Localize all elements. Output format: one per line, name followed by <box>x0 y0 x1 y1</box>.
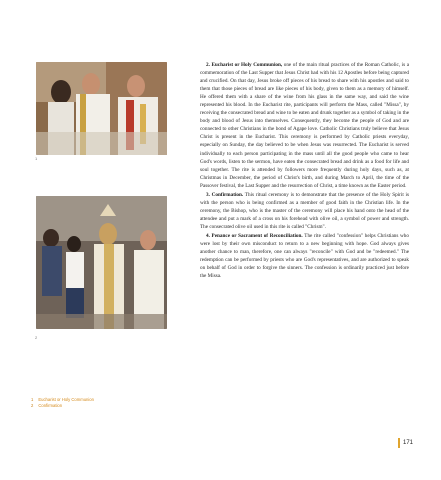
heading-penance: 4. Penance or Sacrament of Reconciliation. <box>206 232 303 239</box>
paragraph-eucharist <box>200 61 409 190</box>
heading-confirmation: 3. Confirmation. <box>206 191 244 198</box>
photo-confirmation <box>36 196 167 329</box>
body-penance: The rite called "confession" helps Christians who were lost by their own misconduct to return to a new beginning with hope. God always gives another chance to man, therefore, one can always "reconcile" with God and be "redeemed." The redemption can be performed by priests who are God's representatives, and are authorized to speak on behalf of God in order to forgive the sinners. The confession is ordinarily practiced just before the Missa. <box>200 232 409 280</box>
body-text <box>200 61 409 280</box>
paragraph-confirmation <box>200 191 409 231</box>
caption-number: 1 <box>31 397 34 402</box>
caption-2 <box>31 403 94 409</box>
photo-eucharist <box>36 62 167 155</box>
photo-captions <box>31 397 94 410</box>
photo-confirmation-image <box>36 196 167 329</box>
body-eucharist: one of the main ritual practices of the Roman Catholic, is a commemoration of the Last Supper that Jesus Christ had with his 12 Apostles before being captured and crucified. On that day, Jesus broke off pieces of his bread to share with his apostles and said to them that those pieces of bread are like pieces of his body, given to them as a memory of himself. He offered them with a share of the wine from his glass in the same way, and said the wine represented his blood. In the Eucharist rite, participants will perform the Mass, called "Missa", by receiving the consecrated bread and wine to be eaten and drunk together as a symbol of taking in the body and blood of Jesus into themselves. Consequently, they become the people of God and are connected to other Christians in the bond of Agape love. Catholic Christians truly believe that Jesus Christ is present in the Eucharist. This ceremony is performed by Catholic priests everyday, especially on Sunday, the day believed to be when Jesus was resurrected. The Eucharist is served individually to each person participating in the mass until all the good people who came to hear God's words, listen to the sermon, have eaten the consecrated bread and drink as a food for life and soul together. The rite is attended by followers more frequently during holy days, such as, at Christmas in December, the period of Christ's birth, and during March to April, the time of the Passover festival, the Last Supper and the resurrection of Christ, a time known as the Easter period. <box>200 62 409 189</box>
photo-marker-2: 2 <box>35 335 38 340</box>
heading-eucharist: 2. Eucharist or Holy Communion, <box>206 62 283 68</box>
paragraph-penance <box>200 232 409 280</box>
photo-marker-1: 1 <box>35 156 38 161</box>
page-number: 171 <box>398 438 413 448</box>
body-confirmation: This ritual ceremony is to demonstrate that the presence of the Holy Spirit is with the person who is being confirmed as a member of good faith in the Christian life. In the ceremony, the Bishop, who is the master of the ceremony will place his hand onto the head of the attendee and put a mark of a cross on his forehead with olive oil, a symbol of power and strength. The consecrated olive oil used in this rite is called "Chrism". <box>200 191 409 230</box>
caption-number: 2 <box>31 403 34 409</box>
photo-eucharist-image <box>36 62 167 155</box>
caption-label: Eucharist or Holy Communion <box>38 397 94 402</box>
caption-label: Confirmation <box>38 403 63 409</box>
